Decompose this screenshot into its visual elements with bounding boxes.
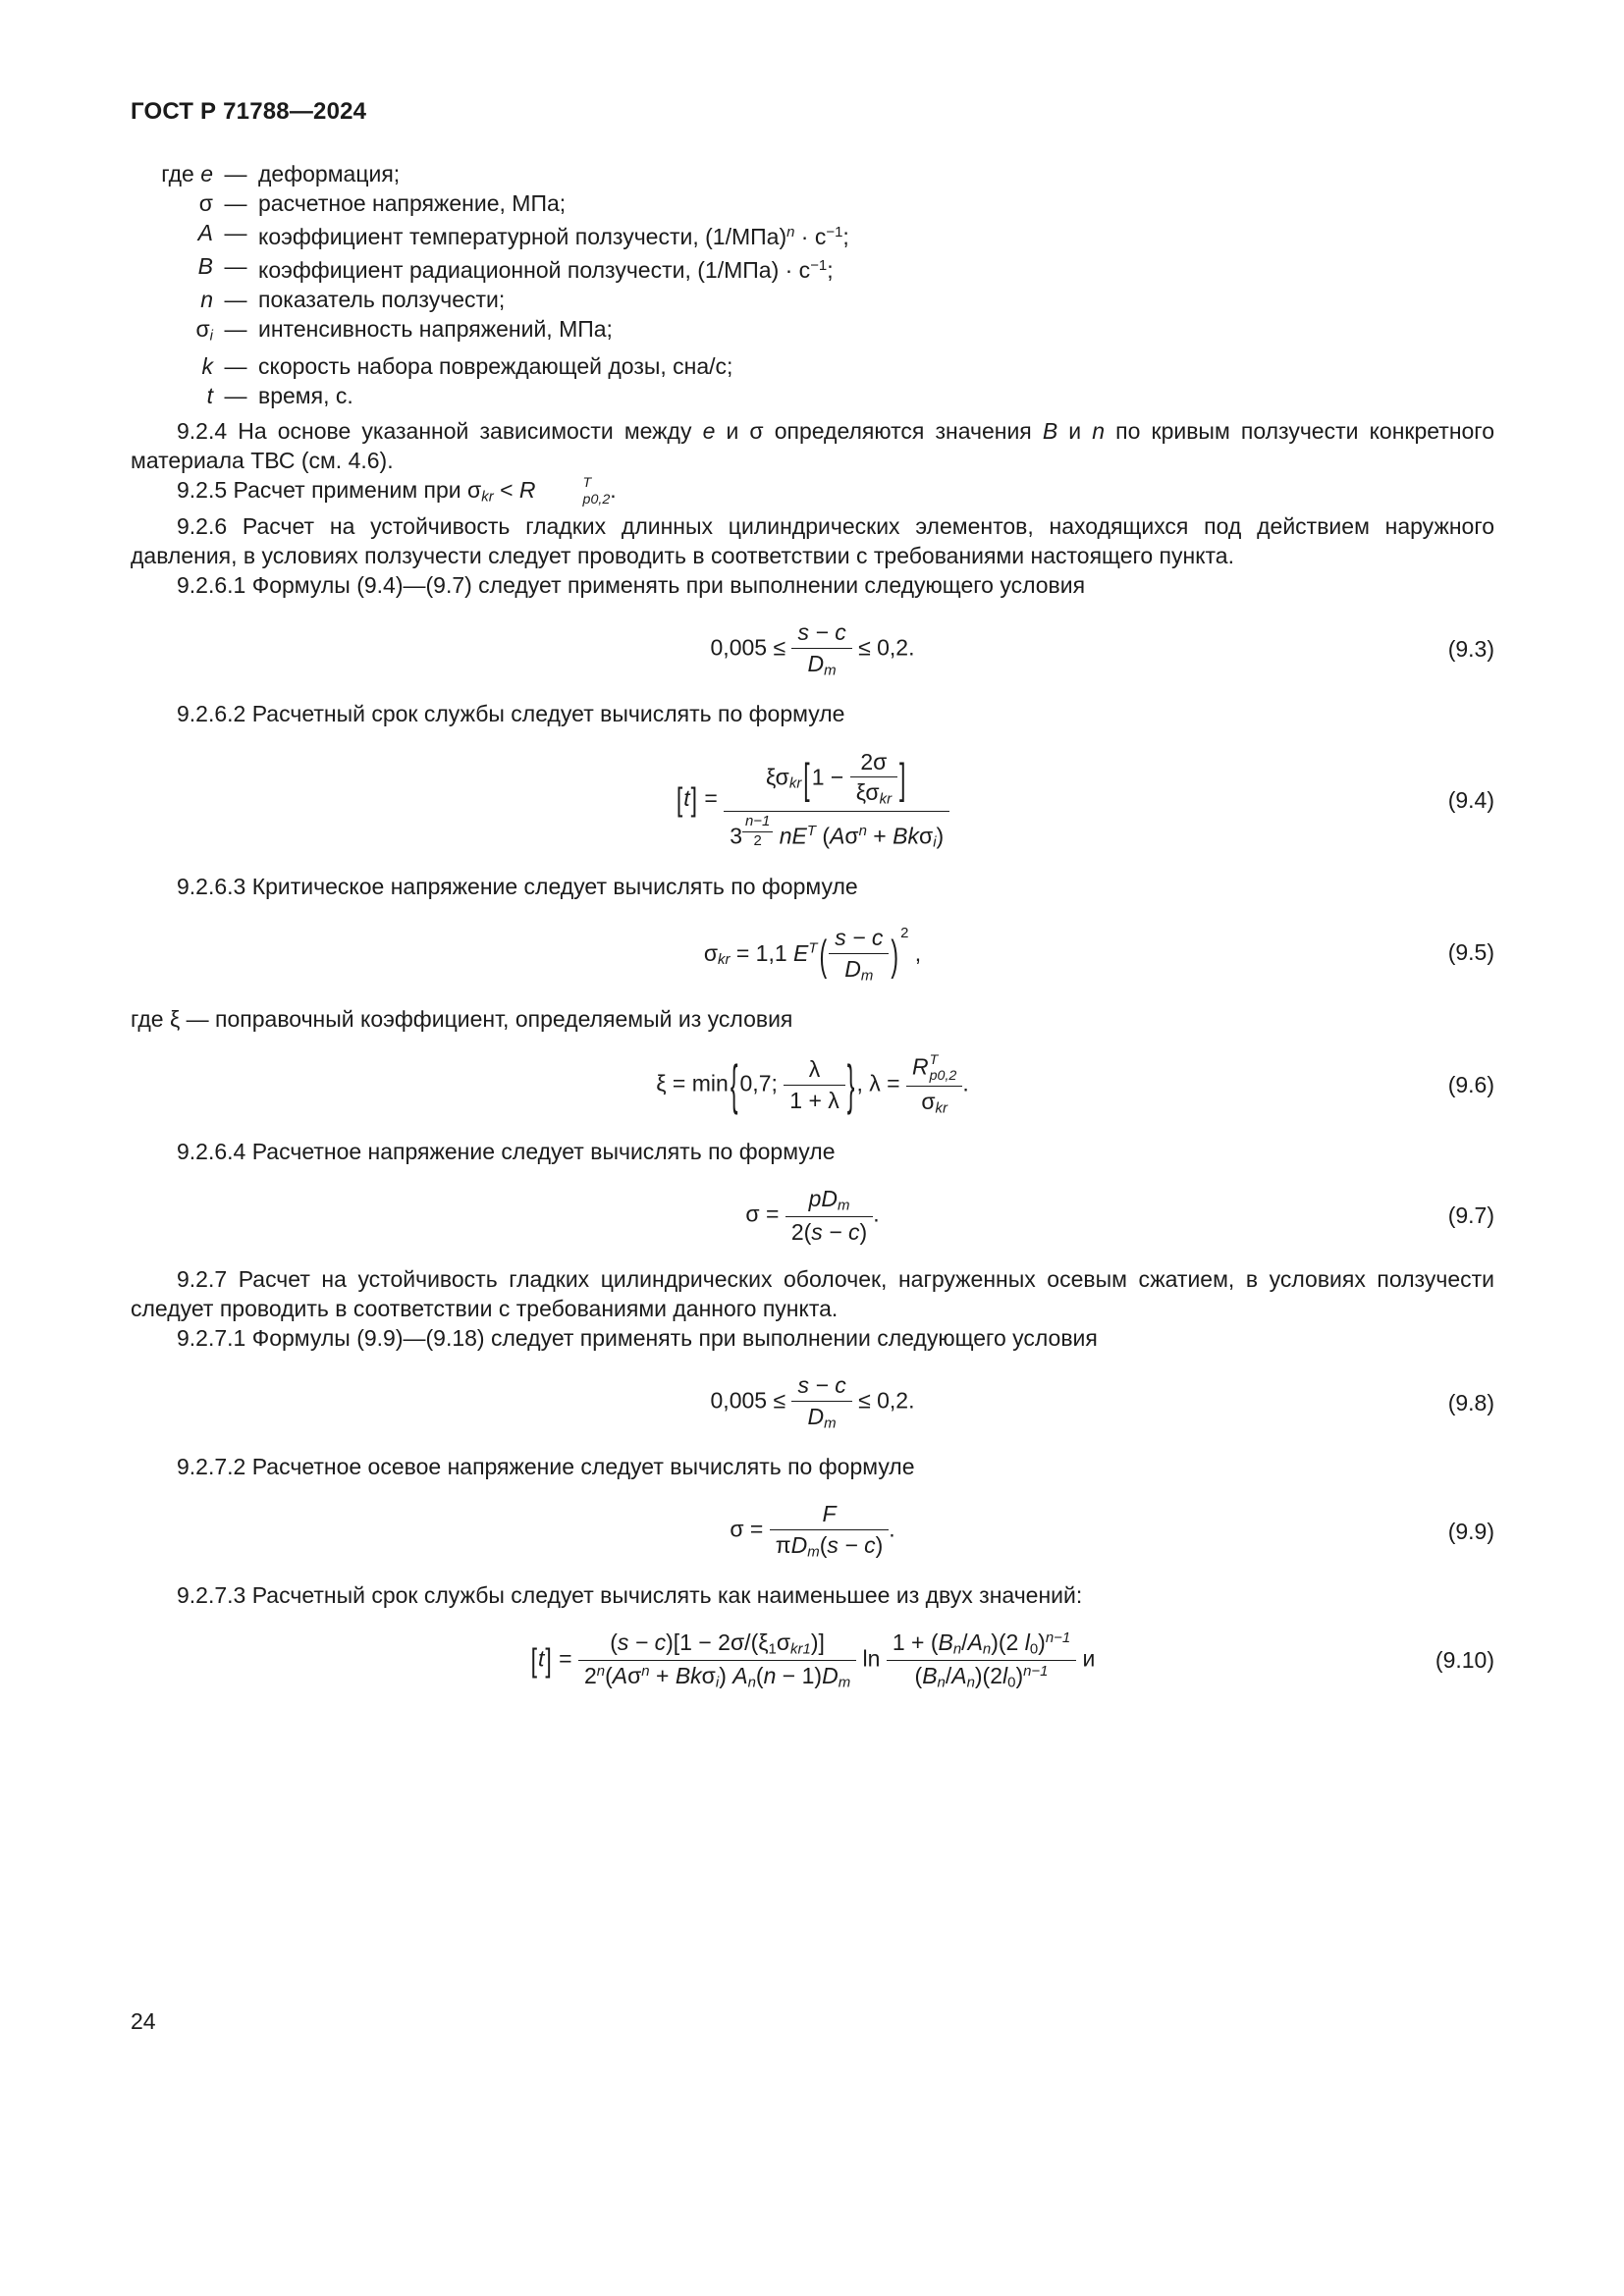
frac-den (724, 811, 949, 853)
definition-row (131, 351, 1494, 381)
math-sub: 0 (1029, 1640, 1039, 1658)
math-sub: n (937, 1674, 946, 1691)
text-run: расчетное напряжение, МПа; (258, 190, 567, 216)
math-var: s − c (617, 1629, 667, 1655)
math-var: pD (808, 1185, 838, 1211)
math-run: и (1076, 1645, 1096, 1672)
formula (656, 1051, 969, 1119)
frac-den (906, 1086, 962, 1119)
paragraph-9-2-5 (131, 475, 1494, 511)
equation-9-6 (131, 1051, 1494, 1119)
math-sub: kr1 (790, 1640, 811, 1658)
math-sub: kr (718, 950, 731, 968)
math-run: σ (730, 1516, 744, 1542)
bracket: ( (819, 1531, 828, 1558)
text-run: интенсивность напряжений, МПа; (258, 316, 613, 343)
math-run: 1 − (811, 764, 850, 790)
equation-number: (9.7) (1447, 1202, 1494, 1229)
math-var: E (793, 939, 809, 966)
math-run: σ (918, 823, 934, 849)
text-run: коэффициент температурной ползучести, (1/МПа) (258, 224, 787, 250)
paragraph-xi-note: где ξ — поправочный коэффициент, определяемый из условия (131, 1005, 793, 1032)
definition-row (131, 218, 1494, 251)
frac-num: λ (808, 1056, 821, 1083)
math-frac (906, 1051, 962, 1119)
frac-num: s − c (797, 1372, 846, 1399)
definition-row (131, 251, 1494, 285)
math-sub: i (715, 1674, 720, 1691)
bracket: ( (816, 823, 831, 849)
math-var: σ (195, 316, 210, 343)
bracket: } (846, 1054, 855, 1116)
math-var: Bk (675, 1662, 702, 1688)
bracket: ] (899, 753, 906, 803)
math-run: = (880, 1070, 906, 1096)
text-run: коэффициент радиационной ползучести, (1/МПа) · с (258, 257, 811, 284)
math-var: Bk (893, 823, 919, 849)
math-run: . (873, 1201, 880, 1227)
paragraph-9-2-6-4: 9.2.6.4 Расчетное напряжение следует вычислять по формуле (177, 1138, 836, 1164)
math-run: . (962, 1070, 969, 1096)
math-run: / (945, 1662, 952, 1688)
math-run: σ (703, 939, 719, 966)
sup-sub-stack (537, 475, 611, 507)
bracket: ) (1038, 1629, 1046, 1655)
math-run: λ (869, 1070, 881, 1096)
math-sub: n (952, 1640, 962, 1658)
text-run: и σ определяются значения (715, 417, 1043, 444)
math-sub: 0 (1007, 1674, 1016, 1691)
text-run: скорость набора повреждающей дозы, сна/с; (258, 352, 733, 379)
math-run: 0,7; (739, 1070, 785, 1096)
math-run: σ (701, 1662, 716, 1688)
math-run: ≤ 0,2. (851, 1387, 915, 1414)
paragraph-9-2-7-3: 9.2.7.3 Расчетный срок службы следует вычислять как наименьшее из двух значений: (177, 1581, 1083, 1608)
math-run: σ (921, 1088, 936, 1114)
math-frac (791, 1370, 851, 1434)
math-sub: kr (935, 1099, 947, 1117)
bracket: [ (676, 780, 683, 818)
definition-term (131, 218, 213, 251)
math-sub: n (966, 1674, 975, 1691)
bracket: ) (719, 1662, 733, 1688)
bracket: ( (605, 1662, 613, 1688)
frac-num: 2σ (860, 748, 888, 774)
math-run: 0,005 ≤ (710, 1387, 792, 1414)
equation-9-5 (131, 919, 1494, 987)
math-var: B (922, 1662, 938, 1688)
frac-den (887, 1660, 1076, 1693)
math-sub: kr (879, 790, 893, 808)
definition-row (131, 381, 1494, 410)
math-frac (770, 1499, 890, 1563)
frac-num (724, 746, 949, 812)
math-var: B (1042, 417, 1058, 444)
math-run: 2( (790, 1218, 812, 1245)
definition-term (131, 285, 213, 314)
definition-term (131, 314, 213, 350)
math-sub: kr (788, 774, 802, 792)
bracket: ) (859, 1218, 868, 1245)
definition-term (131, 251, 213, 285)
bracket: ( (914, 1662, 923, 1688)
math-sup: n−1 (1045, 1629, 1071, 1646)
math-run: ln (856, 1645, 887, 1672)
math-run: ξσ (765, 764, 789, 790)
definition-desc (258, 351, 1494, 381)
formula (711, 617, 915, 681)
definition-desc (258, 251, 1494, 285)
math-sub: i (933, 834, 937, 852)
math-frac (829, 923, 889, 987)
paragraph-9-2-7: 9.2.7 Расчет на устойчивость гладких цилиндрических оболочек, нагруженных осевым сжатием, в условиях ползучести следует проводить в соответствии с требованиями данного пункта. (131, 1266, 1494, 1322)
math-sup: −1 (810, 257, 828, 275)
frac-den (578, 1660, 856, 1693)
math-run: = (759, 1201, 785, 1227)
bracket: ) (1015, 1662, 1024, 1688)
math-var: R (518, 476, 536, 503)
dash: — (224, 382, 247, 408)
bracket: ) (891, 930, 899, 980)
math-var: e (702, 417, 716, 444)
math-run: + (649, 1662, 676, 1688)
math-run: = min (666, 1070, 729, 1096)
math-sub: m (824, 1415, 837, 1432)
math-run: ξσ (855, 779, 880, 806)
frac-den (770, 1529, 890, 1563)
math-run: (ξ (750, 1629, 769, 1655)
math-run: 1 − 2σ (679, 1629, 745, 1655)
symbol-definitions (131, 159, 1494, 410)
math-frac (887, 1628, 1076, 1693)
math-sup (742, 813, 773, 850)
paragraph-9-2-4 (131, 416, 1494, 475)
math-frac (791, 617, 851, 681)
definition-row (131, 314, 1494, 350)
math-sub: n (982, 1640, 992, 1658)
math-var: B (197, 253, 213, 280)
math-var: e (200, 161, 213, 187)
math-sub: i (209, 327, 213, 345)
math-run: 3 (730, 823, 742, 849)
math-var: k (201, 352, 213, 379)
bracket: { (730, 1054, 738, 1116)
math-sub: p0,2 (582, 491, 611, 507)
sup-sub-stack (930, 1052, 957, 1085)
math-var: σ (198, 190, 213, 216)
equation-9-8 (131, 1370, 1494, 1434)
dash: — (224, 287, 247, 313)
bracket: ( (819, 930, 828, 980)
math-run: = (743, 1516, 770, 1542)
frac-den (791, 1401, 851, 1434)
math-run: 1 + (892, 1629, 931, 1655)
page-number: 24 (131, 2008, 156, 2034)
math-frac (742, 813, 773, 850)
math-run: = (697, 784, 725, 811)
math-sup: T (582, 475, 592, 492)
math-sub: n (747, 1674, 756, 1691)
frac-num (906, 1051, 962, 1086)
math-var: nE (773, 823, 807, 849)
math-run: − 1) (776, 1662, 823, 1688)
bracket: [ (530, 1640, 537, 1679)
definition-term (131, 159, 213, 188)
text-run: ; (827, 257, 834, 284)
math-frac (850, 747, 897, 811)
math-run: + (866, 823, 893, 849)
paragraph-9-2-6: 9.2.6 Расчет на устойчивость гладких длинных цилиндрических элементов, находящихся под действием наружного давления, в условиях ползучести следует проводить в соответствии с требованиями настоящего пункта. (131, 513, 1494, 568)
math-run: , (908, 939, 922, 966)
math-var: A (951, 1662, 967, 1688)
math-sup: T (929, 1051, 939, 1068)
frac-den (829, 953, 889, 987)
equation-number: (9.3) (1447, 636, 1494, 663)
frac-num: s − c (797, 619, 846, 645)
text-run: ; (842, 224, 849, 250)
math-sup: n (786, 224, 795, 240)
frac-den (850, 776, 897, 810)
math-run: . (889, 1516, 895, 1542)
bracket: ( (755, 1662, 764, 1688)
math-sup: n (641, 1662, 650, 1680)
math-sup: n (858, 823, 867, 840)
formula (676, 746, 949, 854)
math-var: B (938, 1629, 953, 1655)
math-var: A (197, 220, 213, 245)
dash: — (224, 253, 247, 280)
bracket: ] (545, 1640, 552, 1679)
frac-num (785, 1184, 873, 1216)
definition-term (131, 188, 213, 218)
definition-desc (258, 381, 1494, 410)
math-sub: 1 (768, 1640, 777, 1658)
dash: — (224, 220, 247, 245)
math-sup: n (596, 1662, 606, 1680)
math-var: n (763, 1662, 777, 1688)
math-run: = (552, 1645, 578, 1672)
bracket: )] (810, 1629, 825, 1655)
math-var: A (612, 1662, 628, 1688)
equation-9-10 (131, 1628, 1494, 1693)
bracket: [ (673, 1629, 680, 1655)
math-var: l (1024, 1629, 1030, 1655)
text-run: деформация; (258, 161, 401, 187)
math-run: σ (745, 1201, 760, 1227)
text-run: · с (794, 224, 827, 250)
math-run: / (744, 1629, 751, 1655)
frac-num (887, 1628, 1076, 1660)
math-run: σ (627, 1662, 642, 1688)
frac-den: 2 (742, 831, 773, 851)
paragraph-9-2-7-2: 9.2.7.2 Расчетное осевое напряжение следует вычислять по формуле (177, 1454, 915, 1480)
text-run: по кривым ползучести конкретного материала ТВС (см. 4.6). (131, 417, 1494, 473)
equation-9-3 (131, 617, 1494, 681)
equation-number: (9.8) (1447, 1389, 1494, 1415)
definition-term (131, 351, 213, 381)
math-frac (785, 1184, 873, 1248)
math-var: A (732, 1662, 748, 1688)
where-label: где (161, 161, 201, 187)
math-sub: m (824, 662, 837, 679)
math-var: D (807, 650, 825, 676)
math-run: , (856, 1070, 870, 1096)
page-content (131, 159, 1494, 1693)
definition-row (131, 285, 1494, 314)
math-var: D (844, 955, 861, 982)
dash: — (224, 316, 247, 343)
math-run: 2 (583, 1662, 597, 1688)
frac-num: s − c (835, 925, 884, 951)
math-run: σ (776, 1629, 791, 1655)
math-sup: 2 (900, 924, 909, 941)
math-sup: T (806, 823, 816, 840)
bracket: ] (690, 780, 697, 818)
equation-number: (9.9) (1447, 1518, 1494, 1544)
definition-desc (258, 188, 1494, 218)
math-var: A (967, 1629, 983, 1655)
text-run: показатель ползучести; (258, 287, 506, 313)
text-run: . (610, 476, 617, 503)
frac-num (578, 1628, 856, 1660)
paragraph-9-2-6-3: 9.2.6.3 Критическое напряжение следует вычислять по формуле (177, 873, 858, 899)
formula (530, 1628, 1096, 1693)
math-frac (578, 1628, 856, 1693)
math-var: s − c (811, 1218, 860, 1245)
equation-number: (9.6) (1447, 1072, 1494, 1098)
paragraph-9-2-6-2: 9.2.6.2 Расчетный срок службы следует вычислять по формуле (177, 700, 845, 726)
formula (711, 1370, 915, 1434)
math-run: = 1,1 (730, 939, 794, 966)
math-sup: T (808, 939, 818, 957)
math-sub: m (807, 1543, 820, 1561)
math-frac (784, 1054, 845, 1116)
bracket: ( (930, 1629, 939, 1655)
frac-den (785, 1216, 873, 1248)
math-run: )(2 (974, 1662, 1003, 1688)
math-sub: m (837, 1196, 850, 1213)
math-run: ξ (656, 1070, 667, 1096)
bracket: ) (875, 1531, 884, 1558)
math-var: s − c (827, 1531, 876, 1558)
equation-number: (9.4) (1447, 786, 1494, 813)
math-var: n (200, 287, 213, 313)
dash: — (224, 190, 247, 216)
dash: — (224, 161, 247, 187)
bracket: [ (803, 753, 810, 803)
equation-number: (9.5) (1447, 939, 1494, 966)
doc-number-header: ГОСТ Р 71788—2024 (131, 98, 367, 125)
frac-den: 1 + λ (784, 1085, 845, 1116)
math-sup: −1 (826, 224, 843, 240)
math-var: D (822, 1662, 839, 1688)
math-var: A (830, 823, 845, 849)
formula (730, 1499, 894, 1563)
math-frac (724, 746, 949, 854)
math-var: R (911, 1053, 929, 1080)
math-run: σ (844, 823, 859, 849)
text-run: 9.2.5 Расчет применим при σ (177, 476, 482, 503)
paragraph-9-2-6-1: 9.2.6.1 Формулы (9.4)—(9.7) следует применять при выполнении следующего условия (177, 572, 1086, 598)
equation-number: (9.10) (1435, 1647, 1494, 1674)
math-var: D (790, 1531, 808, 1558)
bracket: ( (610, 1629, 618, 1655)
equation-9-7 (131, 1184, 1494, 1248)
frac-den (791, 648, 851, 681)
definition-desc (258, 159, 1494, 188)
dash: — (224, 352, 247, 379)
frac-num: F (822, 1501, 837, 1527)
math-var: t (537, 1645, 545, 1672)
equation-9-9 (131, 1499, 1494, 1563)
definition-row (131, 188, 1494, 218)
definition-row (131, 159, 1494, 188)
formula (745, 1184, 879, 1248)
math-run: / (961, 1629, 968, 1655)
math-var: t (206, 382, 213, 408)
math-run: 0,005 ≤ (710, 634, 792, 661)
text-run: и (1057, 417, 1093, 444)
bracket: ) (666, 1629, 674, 1655)
math-sub: kr (481, 488, 494, 505)
math-var: D (807, 1404, 825, 1430)
text-run: < (493, 476, 519, 503)
paragraph-9-2-7-1: 9.2.7.1 Формулы (9.9)—(9.18) следует применять при выполнении следующего условия (177, 1325, 1098, 1352)
math-sup: n−1 (1023, 1662, 1049, 1680)
math-sub: m (860, 967, 874, 985)
frac-num: n−1 (745, 813, 771, 830)
math-run: π (775, 1531, 791, 1558)
text-run: время, с. (258, 382, 353, 408)
bracket: ) (936, 823, 945, 849)
math-var: l (1002, 1662, 1008, 1688)
definition-term (131, 381, 213, 410)
math-var: t (683, 784, 690, 811)
definition-desc (258, 314, 1494, 350)
text-run: 9.2.4 На основе указанной зависимости между (177, 417, 703, 444)
math-var: n (1092, 417, 1106, 444)
definition-desc (258, 218, 1494, 251)
math-run: )(2 (991, 1629, 1025, 1655)
math-run: ≤ 0,2. (851, 634, 915, 661)
math-sub: m (838, 1674, 851, 1691)
formula (704, 919, 921, 987)
math-sub: p0,2 (929, 1068, 957, 1085)
definition-desc (258, 285, 1494, 314)
equation-9-4 (131, 746, 1494, 854)
